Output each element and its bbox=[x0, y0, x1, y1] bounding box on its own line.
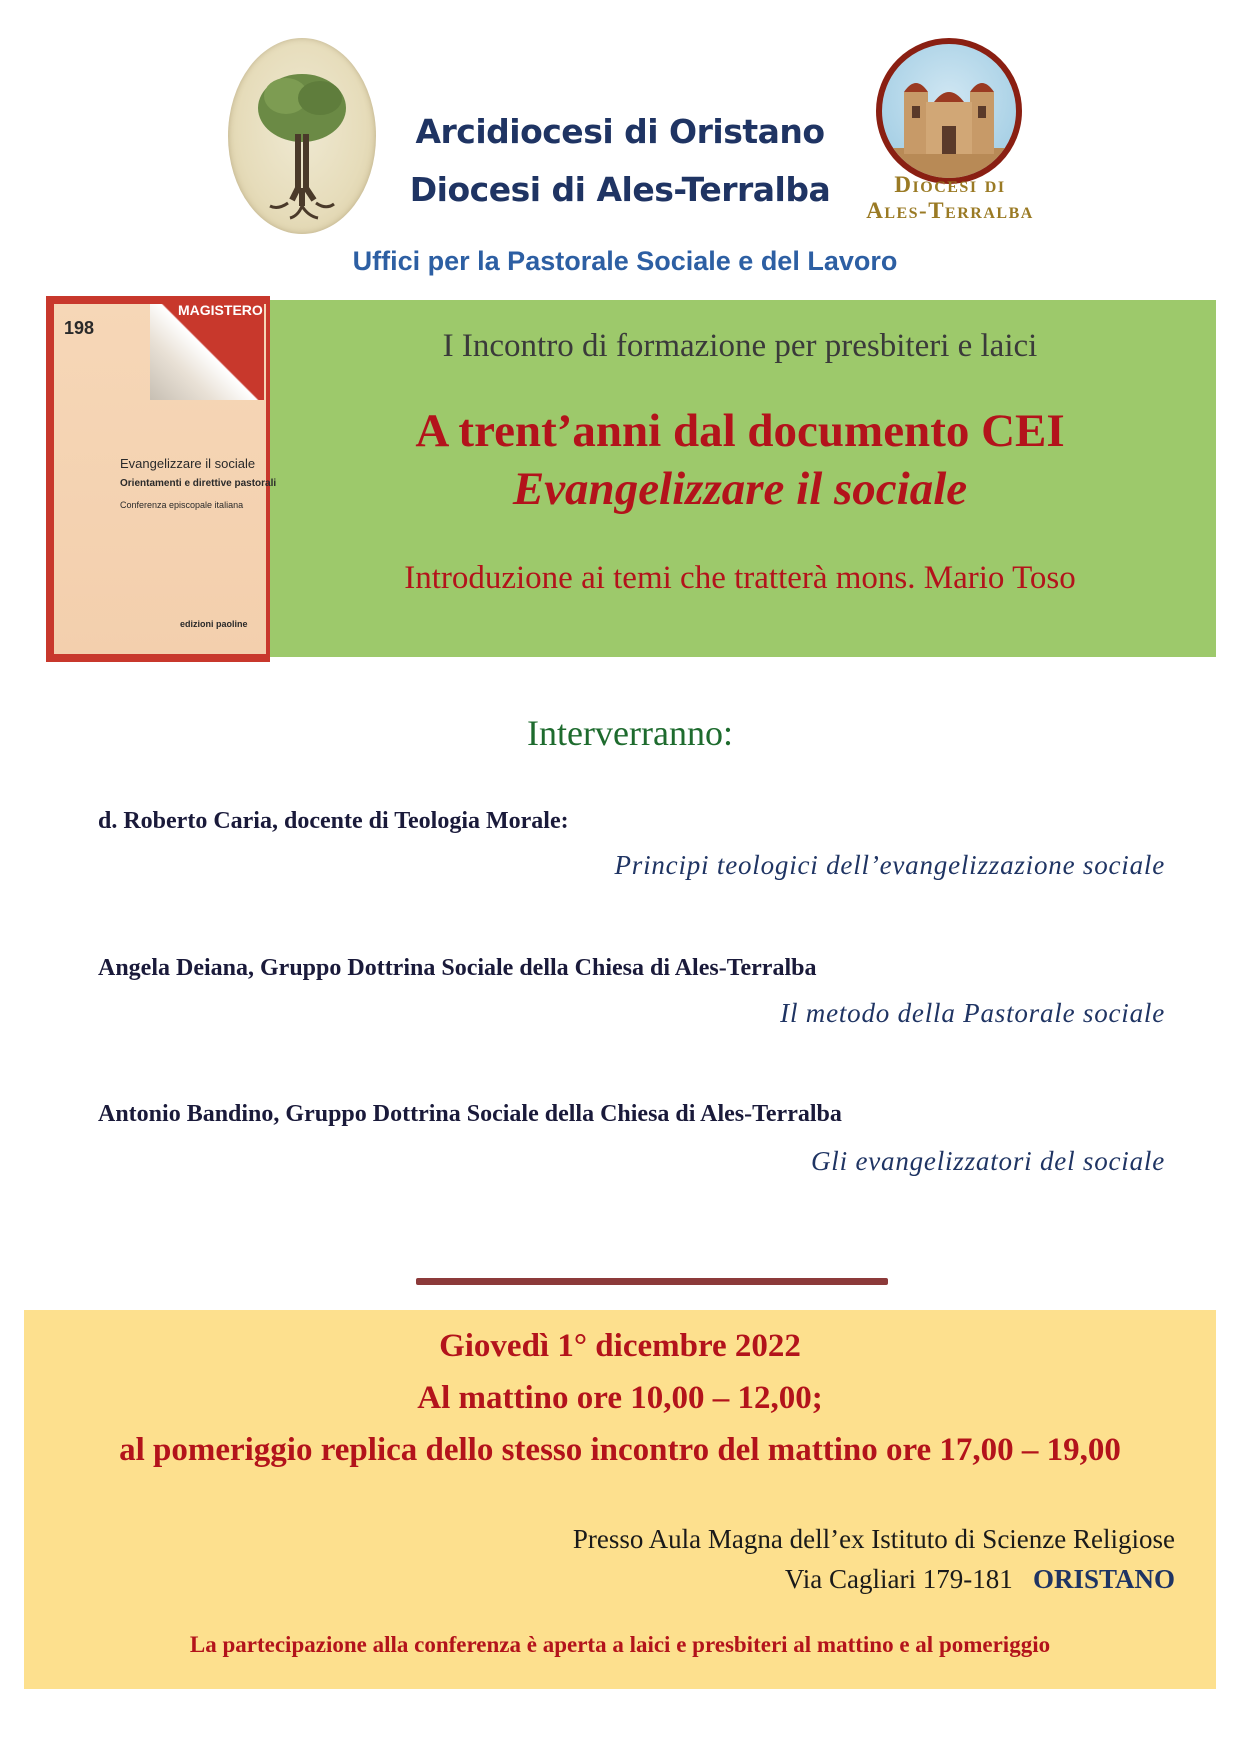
event-address bbox=[785, 1564, 1175, 1595]
event-afternoon-time: al pomeriggio replica dello stesso incontro del mattino ore 17,00 – 19,00 bbox=[119, 1432, 1121, 1468]
address-city: ORISTANO bbox=[1032, 1564, 1175, 1594]
diocese-name: Diocesi di Ales-Terralba bbox=[409, 170, 831, 209]
book-number: 198 bbox=[64, 318, 95, 338]
speaker-topic: Principi teologici dell’evangelizzazione sociale bbox=[614, 850, 1165, 880]
event-title-document: Evangelizzare il sociale bbox=[512, 463, 968, 515]
book-title: Evangelizzare il sociale bbox=[120, 456, 256, 471]
event-subtitle: I Incontro di formazione per presbiteri e laici bbox=[442, 328, 1038, 364]
event-venue: Presso Aula Magna dell’ex Istituto di Scienze Religiose bbox=[572, 1524, 1175, 1554]
book-series: MAGISTERO bbox=[178, 302, 263, 318]
cathedral-icon bbox=[882, 44, 1016, 178]
book-subtitle: Orientamenti e direttive pastorali bbox=[120, 478, 277, 489]
speakers-heading: Interverranno: bbox=[527, 713, 733, 753]
book-page-curl bbox=[150, 304, 264, 400]
section-divider bbox=[416, 1278, 888, 1285]
tree-icon bbox=[228, 38, 376, 234]
speaker-name: d. Roberto Caria, docente di Teologia Morale: bbox=[98, 808, 569, 834]
speaker-name: Antonio Bandino, Gruppo Dottrina Sociale della Chiesa di Ales-Terralba bbox=[98, 1101, 842, 1127]
book-author: Conferenza episcopale italiana bbox=[120, 500, 244, 510]
offices-subtitle: Uffici per la Pastorale Sociale e del Lavoro bbox=[352, 246, 898, 276]
archdiocese-name: Arcidiocesi di Oristano bbox=[415, 112, 825, 151]
address-street: Via Cagliari 179-181 bbox=[784, 1564, 1013, 1594]
event-morning-time: Al mattino ore 10,00 – 12,00; bbox=[417, 1380, 823, 1416]
book-publisher: edizioni paoline bbox=[180, 619, 248, 629]
event-intro: Introduzione ai temi che tratterà mons. Mario Toso bbox=[404, 560, 1076, 596]
participation-notice: La partecipazione alla conferenza è aperta a laici e presbiteri al mattino e al pomeriggio bbox=[189, 1632, 1051, 1657]
diocese-logo-wordmark: Diocesi di Ales-Terralba bbox=[866, 172, 1034, 223]
diocese-cathedral-logo bbox=[876, 38, 1022, 184]
event-title: A trent’anni dal documento CEI bbox=[415, 405, 1065, 457]
speaker-topic: Gli evangelizzatori del sociale bbox=[811, 1146, 1165, 1176]
archdiocese-tree-logo bbox=[228, 38, 376, 234]
speaker-topic: Il metodo della Pastorale sociale bbox=[780, 998, 1165, 1028]
speaker-name: Angela Deiana, Gruppo Dottrina Sociale della Chiesa di Ales-Terralba bbox=[98, 955, 817, 981]
event-date: Giovedì 1° dicembre 2022 bbox=[439, 1328, 801, 1364]
